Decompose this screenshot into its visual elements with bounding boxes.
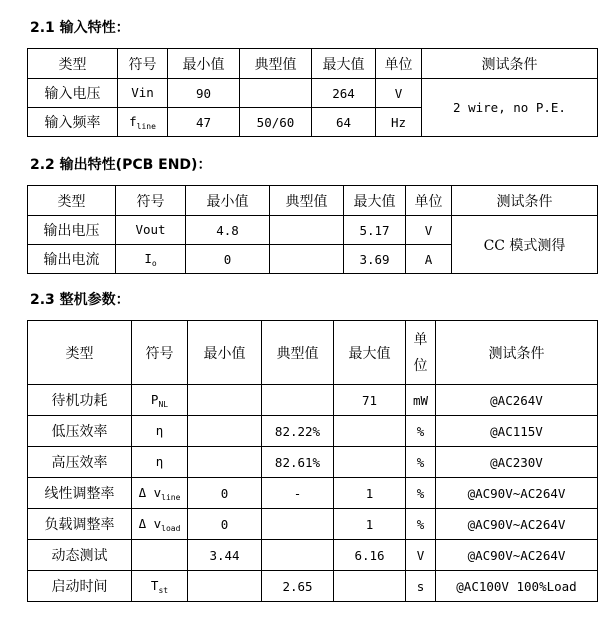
row-max: 5.17: [344, 216, 406, 245]
row-symbol: η: [132, 447, 188, 478]
row-typ: [262, 385, 334, 416]
row-max: 3.69: [344, 245, 406, 274]
row-symbol: Vout: [116, 216, 186, 245]
header-max: 最大值: [334, 321, 406, 385]
row-symbol: $f_{line}$: [118, 108, 168, 137]
row-condition: @AC100V 100%Load: [436, 571, 598, 602]
row-unit: V: [406, 540, 436, 571]
row-type: 输入电压: [28, 79, 118, 108]
input-characteristics-table: [27, 48, 598, 137]
row-typ: [240, 79, 312, 108]
table-row: [28, 416, 598, 447]
row-unit: s: [406, 571, 436, 602]
row-max: 1: [334, 478, 406, 509]
row-typ: 82.61%: [262, 447, 334, 478]
row-min: 0: [188, 509, 262, 540]
header-type: 类型: [28, 186, 116, 216]
output-characteristics-table: [27, 185, 598, 274]
row-min: 4.8: [186, 216, 270, 245]
table-row: [28, 571, 598, 602]
row-min: 47: [168, 108, 240, 137]
header-min: 最小值: [186, 186, 270, 216]
row-condition: @AC230V: [436, 447, 598, 478]
row-unit: %: [406, 478, 436, 509]
table-header-row: [28, 49, 598, 79]
header-unit: 单 位: [406, 321, 436, 385]
header-max: 最大值: [344, 186, 406, 216]
row-min: [188, 416, 262, 447]
header-max: 最大值: [312, 49, 376, 79]
row-unit: %: [406, 416, 436, 447]
system-parameters-table: [27, 320, 598, 602]
row-unit: mW: [406, 385, 436, 416]
table-header-row: [28, 321, 598, 385]
row-type: 负载调整率: [28, 509, 132, 540]
row-min: 0: [188, 478, 262, 509]
table-row: [28, 447, 598, 478]
header-unit: 单位: [376, 49, 422, 79]
table-row: [28, 509, 598, 540]
table-row: [28, 540, 598, 571]
header-symbol: 符号: [116, 186, 186, 216]
row-type: 启动时间: [28, 571, 132, 602]
table-row: [28, 79, 598, 108]
row-symbol: $T_{st}$: [132, 571, 188, 602]
header-typ: 典型值: [262, 321, 334, 385]
row-condition: @AC115V: [436, 416, 598, 447]
row-min: 3.44: [188, 540, 262, 571]
row-unit: V: [406, 216, 452, 245]
row-unit: A: [406, 245, 452, 274]
row-condition: 2 wire, no P.E.: [422, 79, 598, 137]
header-condition: 测试条件: [436, 321, 598, 385]
row-condition: CC 模式测得: [452, 216, 598, 274]
row-min: [188, 447, 262, 478]
row-symbol: Δ $v_{line}$: [132, 478, 188, 509]
header-symbol: 符号: [132, 321, 188, 385]
row-typ: [262, 509, 334, 540]
section-2-2-title: 2.2 输出特性(PCB END)：: [30, 157, 212, 173]
row-type: 低压效率: [28, 416, 132, 447]
row-typ: -: [262, 478, 334, 509]
row-max: 64: [312, 108, 376, 137]
row-typ: 50/60: [240, 108, 312, 137]
header-type: 类型: [28, 321, 132, 385]
row-max: [334, 571, 406, 602]
row-unit: %: [406, 509, 436, 540]
row-type: 动态测试: [28, 540, 132, 571]
row-type: 待机功耗: [28, 385, 132, 416]
row-min: 90: [168, 79, 240, 108]
row-typ: [270, 216, 344, 245]
row-unit: %: [406, 447, 436, 478]
row-max: 71: [334, 385, 406, 416]
row-max: [334, 447, 406, 478]
row-min: [188, 385, 262, 416]
header-typ: 典型值: [270, 186, 344, 216]
row-symbol: η: [132, 416, 188, 447]
header-type: 类型: [28, 49, 118, 79]
row-type: 线性调整率: [28, 478, 132, 509]
header-typ: 典型值: [240, 49, 312, 79]
table-row: [28, 385, 598, 416]
row-condition: @AC90V~AC264V: [436, 478, 598, 509]
row-type: 输入频率: [28, 108, 118, 137]
row-min: [188, 571, 262, 602]
row-type: 高压效率: [28, 447, 132, 478]
row-min: 0: [186, 245, 270, 274]
row-unit: Hz: [376, 108, 422, 137]
section-2-3-title: 2.3 整机参数：: [30, 292, 130, 308]
header-min: 最小值: [188, 321, 262, 385]
row-symbol: Vin: [118, 79, 168, 108]
header-unit: 单位: [406, 186, 452, 216]
row-max: [334, 416, 406, 447]
row-condition: @AC90V~AC264V: [436, 509, 598, 540]
row-typ: 82.22%: [262, 416, 334, 447]
row-typ: [262, 540, 334, 571]
row-condition: @AC90V~AC264V: [436, 540, 598, 571]
header-condition: 测试条件: [452, 186, 598, 216]
table-row: [28, 216, 598, 245]
row-symbol: Δ $v_{load}$: [132, 509, 188, 540]
row-type: 输出电压: [28, 216, 116, 245]
table-row: [28, 478, 598, 509]
header-condition: 测试条件: [422, 49, 598, 79]
row-type: 输出电流: [28, 245, 116, 274]
row-symbol: [132, 540, 188, 571]
row-condition: @AC264V: [436, 385, 598, 416]
row-unit: V: [376, 79, 422, 108]
header-min: 最小值: [168, 49, 240, 79]
table-header-row: [28, 186, 598, 216]
row-typ: [270, 245, 344, 274]
row-typ: 2.65: [262, 571, 334, 602]
row-max: 1: [334, 509, 406, 540]
section-2-1-title: 2.1 输入特性：: [30, 20, 130, 36]
header-symbol: 符号: [118, 49, 168, 79]
row-max: 6.16: [334, 540, 406, 571]
row-symbol: $P_{NL}$: [132, 385, 188, 416]
row-symbol: $I_o$: [116, 245, 186, 274]
row-max: 264: [312, 79, 376, 108]
